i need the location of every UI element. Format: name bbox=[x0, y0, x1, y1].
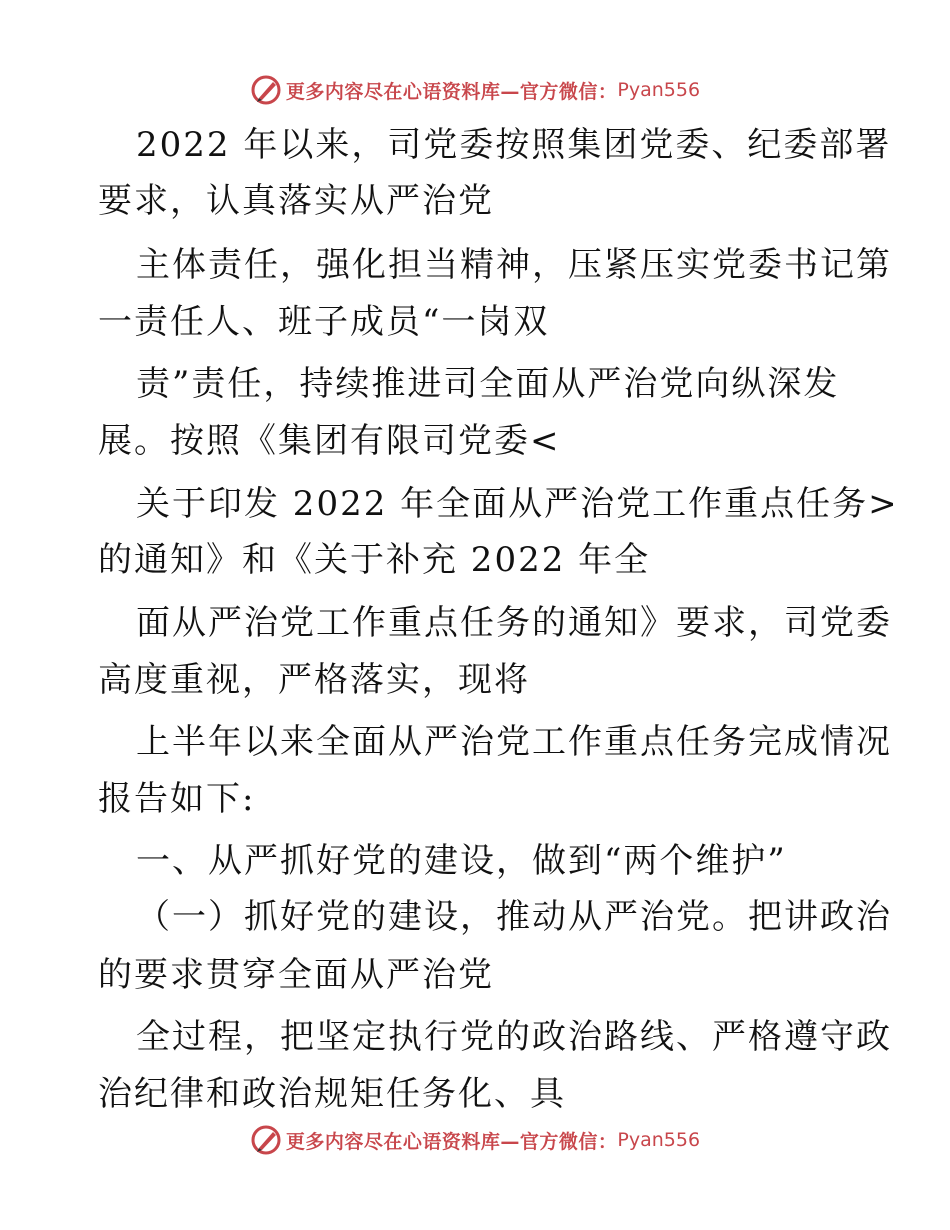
paragraph-line: 高度重视，严格落实，现将 bbox=[98, 660, 530, 700]
paragraph-line: 主体责任，强化担当精神，压紧压实党委书记第 bbox=[136, 245, 892, 285]
paragraph-line: 一责任人、班子成员“一岗双 bbox=[98, 302, 550, 342]
paragraph-line: 治纪律和政治规矩任务化、具 bbox=[98, 1074, 566, 1114]
paragraph-line: 2022 年以来，司党委按照集团党委、纪委部署 bbox=[136, 125, 892, 165]
pen-logo-icon bbox=[250, 74, 282, 106]
footer-watermark bbox=[0, 1120, 950, 1160]
paragraph-line: 上半年以来全面从严治党工作重点任务完成情况 bbox=[136, 722, 892, 762]
header-watermark bbox=[0, 70, 950, 110]
paragraph-line: 的通知》和《关于补充 2022 年全 bbox=[98, 540, 651, 580]
section-heading: 一、从严抓好党的建设，做到“两个维护” bbox=[136, 841, 787, 881]
paragraph-line: 报告如下: bbox=[98, 779, 256, 819]
paragraph-line: 面从严治党工作重点任务的通知》要求，司党委 bbox=[136, 603, 892, 643]
paragraph-line: 关于印发 2022 年全面从严治党工作重点任务> bbox=[136, 484, 899, 524]
paragraph-line: 责”责任，持续推进司全面从严治党向纵深发 bbox=[136, 364, 840, 404]
watermark-wechat-id: Pyan556 bbox=[617, 79, 701, 101]
paragraph-line: 要求，认真落实从严治党 bbox=[98, 181, 494, 221]
watermark-wechat-id: Pyan556 bbox=[617, 1129, 701, 1151]
watermark-text: 更多内容尽在心语资料库—官方微信： bbox=[285, 1130, 618, 1153]
watermark-text: 更多内容尽在心语资料库—官方微信： bbox=[285, 80, 618, 103]
paragraph-line: 展。按照《集团有限司党委< bbox=[98, 421, 561, 461]
paragraph-line: 的要求贯穿全面从严治党 bbox=[98, 955, 494, 995]
paragraph-line: （一）抓好党的建设，推动从严治党。把讲政治 bbox=[136, 897, 892, 937]
paragraph-line: 全过程，把坚定执行党的政治路线、严格遵守政 bbox=[136, 1017, 892, 1057]
pen-logo-icon bbox=[250, 1124, 282, 1156]
